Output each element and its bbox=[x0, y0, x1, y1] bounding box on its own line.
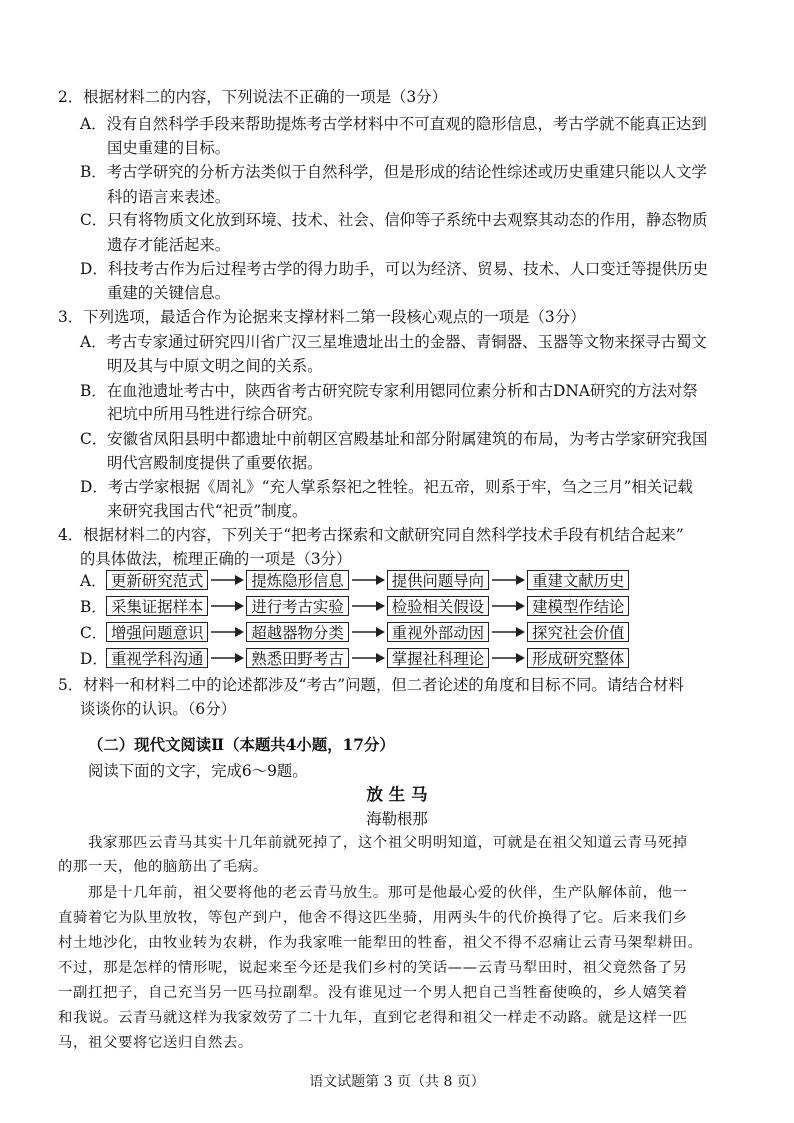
q2-option-b-line2: 科的语言来表述。 bbox=[107, 188, 231, 206]
flow-step-box: 探究社会价值 bbox=[527, 622, 629, 642]
q2-option-c-line1: C．只有将物质文化放到环境、技术、社会、信仰等子系统中去观察其动态的作用，静态物质 bbox=[80, 211, 708, 229]
flow-step-box: 采集证据样本 bbox=[106, 596, 208, 616]
q3-option-d-line2: 来研究我国古代“祀贡”制度。 bbox=[107, 502, 308, 520]
arrow-right-icon bbox=[208, 648, 246, 668]
flow-step-box: 超越器物分类 bbox=[246, 622, 348, 642]
passage-line: 我家那匹云青马其实十几年前就死掉了，这个祖父明明知道，可就是在祖父知道云青马死掉 bbox=[88, 835, 688, 851]
q2-option-d-line1: D．科技考古作为后过程考古学的得力助手，可以为经济、贸易、技术、人口变迁等提供历史 bbox=[80, 260, 708, 278]
flow-step-box: 形成研究整体 bbox=[527, 648, 629, 668]
question-2-stem: 2．根据材料二的内容，下列说法不正确的一项是（3分） bbox=[58, 88, 447, 106]
flow-step-box: 增强问题意识 bbox=[106, 622, 208, 642]
q2-option-c-line2: 遗存才能活起来。 bbox=[107, 236, 231, 254]
flow-step-box: 提供问题导向 bbox=[387, 570, 489, 590]
arrow-right-icon bbox=[489, 648, 527, 668]
q2-option-d-line2: 重建的关键信息。 bbox=[107, 284, 231, 302]
arrow-right-icon bbox=[208, 570, 246, 590]
q3-option-c-line2: 明代宫殿制度提供了重要依据。 bbox=[107, 454, 323, 472]
flow-step-box: 提炼隐形信息 bbox=[246, 570, 348, 590]
flow-step-box: 更新研究范式 bbox=[106, 570, 208, 590]
arrow-right-icon bbox=[489, 622, 527, 642]
option-letter: B． bbox=[80, 598, 107, 616]
arrow-right-icon bbox=[489, 596, 527, 616]
passage-line: 不过，那是怎样的情形呢，说起来至今还是我们乡村的笑话——云青马犁田时，祖父竟然备了另 bbox=[58, 960, 688, 976]
question-4-stem-line2: 的具体做法，梳理正确的一项是（3分） bbox=[80, 550, 352, 568]
q4-option-row-c bbox=[80, 620, 629, 644]
flow-step-box: 重视学科沟通 bbox=[106, 648, 208, 668]
q3-option-b-line1: B．在血池遗址考古中，陕西省考古研究院专家利用锶同位素分析和古DNA研究的方法对祭 bbox=[80, 382, 698, 400]
q2-option-b-line1: B．考古学研究的分析方法类似于自然科学，但是形成的结论性综述或历史重建只能以人文学 bbox=[80, 163, 707, 181]
flow-step-box: 熟悉田野考古 bbox=[246, 648, 348, 668]
passage-line: 那是十几年前，祖父要将他的老云青马放生。那可是他最心爱的伙伴，生产队解体前，他一 bbox=[88, 885, 688, 901]
arrow-right-icon bbox=[489, 570, 527, 590]
question-5-line1: 5．材料一和材料二中的论述都涉及“考古”问题，但二者论述的角度和目标不同。请结合材料 bbox=[58, 676, 684, 694]
flow-step-box: 重视外部动因 bbox=[387, 622, 489, 642]
q3-option-a-line2: 明及其与中原文明之间的关系。 bbox=[107, 357, 323, 375]
passage-line: 直骑着它为队里放牧，等包产到户，他舍不得这匹坐骑，用两头牛的代价换得了它。后来我们乡 bbox=[58, 910, 688, 926]
q2-option-a-line1: A．没有自然科学手段来帮助提炼考古学材料中不可直观的隐形信息，考古学就不能真正达到 bbox=[80, 115, 707, 133]
q3-option-b-line2: 祀坑中所用马牲进行综合研究。 bbox=[107, 405, 323, 423]
flow-step-box: 掌握社科理论 bbox=[387, 648, 489, 668]
option-letter: C． bbox=[80, 624, 108, 642]
q4-option-row-a bbox=[80, 568, 629, 592]
option-letter: D． bbox=[80, 650, 108, 668]
q3-option-c-line1: C．安徽省凤阳县明中都遗址中前朝区宫殿基址和部分附属建筑的布局，为考古学家研究我国 bbox=[80, 430, 708, 448]
flow-step-box: 建模型作结论 bbox=[527, 596, 629, 616]
passage-line: 和我说。云青马就这样为我家效劳了二十九年，直到它老得和祖父一样走不动路。就是这样一匹 bbox=[58, 1010, 688, 1026]
q3-option-d-line1: D．考古学家根据《周礼》“充人掌系祭祀之牲牷。祀五帝，则系于牢，刍之三月”相关记载 bbox=[80, 478, 693, 496]
passage-line: 的那一天，他的脑筋出了毛病。 bbox=[58, 859, 268, 875]
option-letter: A． bbox=[80, 572, 107, 590]
article-author: 海勒根那 bbox=[366, 810, 428, 828]
arrow-right-icon bbox=[349, 596, 387, 616]
q3-option-a-line1: A．考古专家通过研究四川省广汉三星堆遗址出土的金器、青铜器、玉器等文物来探寻古蜀文 bbox=[80, 333, 707, 351]
question-4-stem-line1: 4．根据材料二的内容，下列关于“把考古探索和文献研究同自然科学技术手段有机结合起来” bbox=[58, 526, 684, 544]
section-heading: （二）现代文阅读Ⅱ（本题共4小题，17分） bbox=[88, 736, 395, 754]
question-3-stem: 3．下列选项，最适合作为论据来支撑材料二第一段核心观点的一项是（3分） bbox=[58, 308, 586, 326]
passage-line: 村土地沙化，由牧业转为农耕，作为我家唯一能犁田的牲畜，祖父不得不忍痛让云青马架犁耕田。 bbox=[58, 935, 703, 951]
flow-step-box: 重建文献历史 bbox=[527, 570, 629, 590]
article-title: 放 生 马 bbox=[366, 785, 428, 804]
question-5-line2: 谈谈你的认识。（6分） bbox=[80, 700, 236, 718]
arrow-right-icon bbox=[349, 622, 387, 642]
passage-line: 一副扛把子，自己充当另一匹马拉副犁。没有谁见过一个男人把自己当牲畜使唤的，乡人嬉笑着 bbox=[58, 985, 688, 1001]
arrow-right-icon bbox=[208, 596, 246, 616]
arrow-right-icon bbox=[349, 648, 387, 668]
arrow-right-icon bbox=[208, 622, 246, 642]
passage-line: 马，祖父要将它送归自然去。 bbox=[58, 1035, 253, 1051]
section-instruction: 阅读下面的文字，完成6～9题。 bbox=[88, 762, 308, 780]
page-footer: 语文试题第 3 页（共 8 页） bbox=[309, 1074, 485, 1090]
q4-option-row-b bbox=[80, 594, 629, 618]
flow-step-box: 检验相关假设 bbox=[387, 596, 489, 616]
arrow-right-icon bbox=[349, 570, 387, 590]
q2-option-a-line2: 国史重建的目标。 bbox=[107, 139, 231, 157]
flow-step-box: 进行考古实验 bbox=[246, 596, 348, 616]
q4-option-row-d bbox=[80, 646, 629, 670]
